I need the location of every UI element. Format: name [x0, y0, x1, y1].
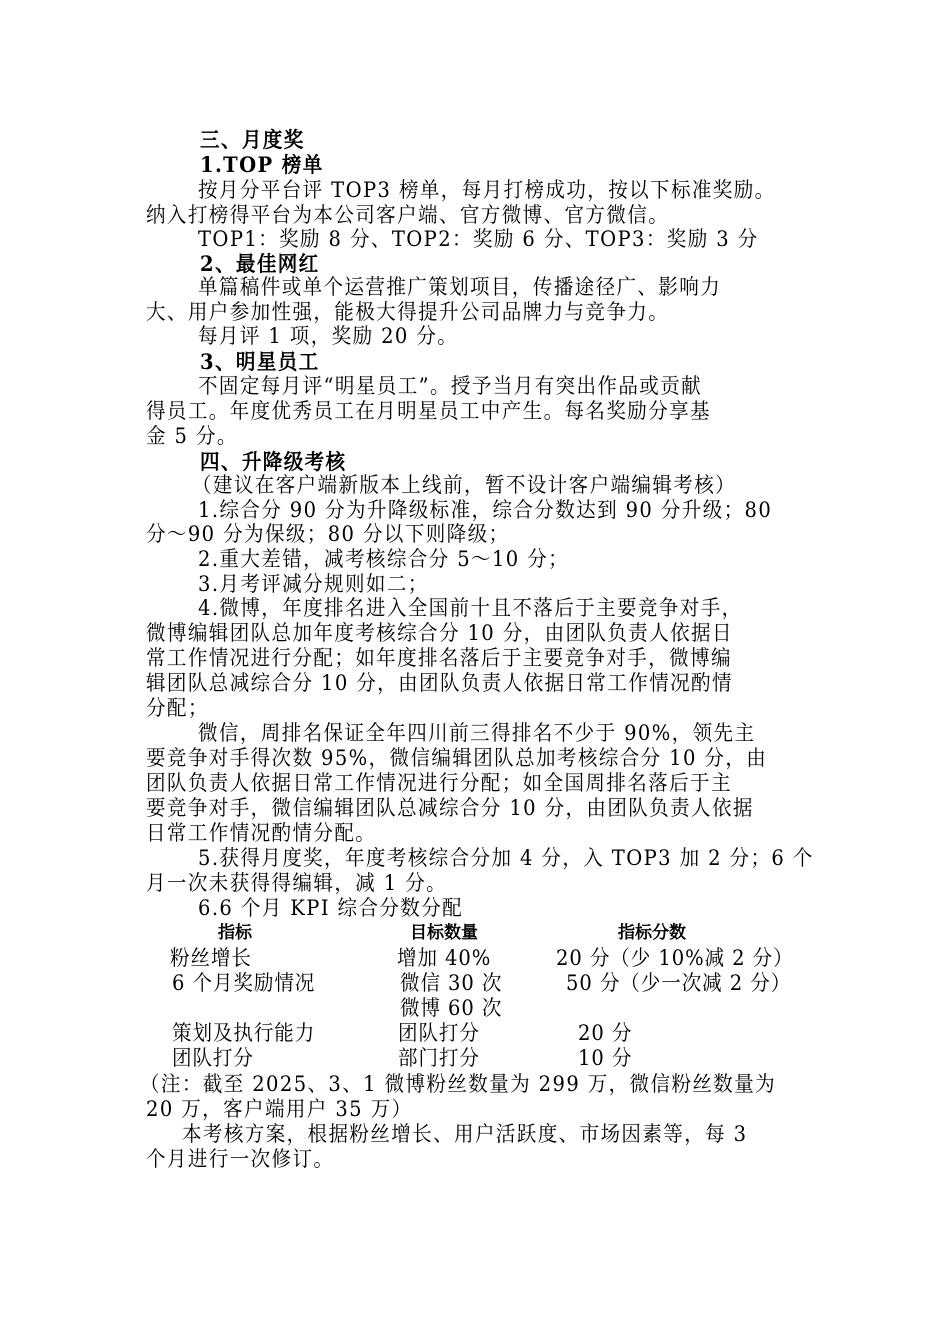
paragraph-line: 纳入打榜得平台为本公司客户端、官方微博、官方微信。 — [146, 203, 670, 227]
paragraph-line: 大、用户参加性强，能极大得提升公司品牌力与竞争力。 — [146, 300, 670, 324]
paragraph-line: 微博编辑团队总加年度考核综合分 10 分，由团队负责人依据日 — [146, 621, 733, 645]
paragraph-line: 要竞争对手，微信编辑团队总减综合分 10 分，由团队负责人依据 — [146, 796, 754, 820]
paragraph-line: 分配； — [146, 696, 209, 720]
paragraph-line: 3.月考评减分规则如二； — [198, 572, 429, 596]
section-heading-promotion-assessment: 四、升降级考核 — [200, 449, 347, 474]
section-heading-monthly-award: 三、月度奖 — [200, 127, 305, 152]
paragraph-line: 个月进行一次修订。 — [146, 1147, 335, 1171]
paragraph-line: TOP1：奖励 8 分、TOP2：奖励 6 分、TOP3：奖励 3 分 — [198, 227, 759, 251]
paragraph-line: 常工作情况进行分配；如年度排名落后于主要竞争对手，微博编 — [146, 646, 732, 670]
table-cell: 微博 60 次 — [400, 996, 503, 1020]
table-cell: 50 分（少一次减 2 分） — [566, 971, 792, 995]
paragraph-line: 按月分平台评 TOP3 榜单，每月打榜成功，按以下标准奖励。 — [198, 178, 776, 202]
paragraph-line: 4.微博，年度排名进入全国前十且不落后于主要竞争对手， — [198, 596, 743, 620]
subheading-star-employee: 3、明星员工 — [200, 349, 320, 374]
paragraph-line: 金 5 分。 — [146, 424, 238, 448]
paragraph-line: 要竞争对手得次数 95%，微信编辑团队总加考核综合分 10 分，由 — [146, 746, 768, 770]
paragraph-line: 日常工作情况酌情分配。 — [146, 821, 377, 845]
table-cell: 团队打分 — [398, 1021, 480, 1045]
table-cell: 部门打分 — [398, 1046, 480, 1070]
paragraph-line: 辑团队总减综合分 10 分，由团队负责人依据日常工作情况酌情 — [146, 671, 733, 695]
table-cell: 策划及执行能力 — [172, 1021, 316, 1045]
table-header-target: 目标数量 — [410, 923, 478, 943]
paragraph-line: 得员工。年度优秀员工在月明星员工中产生。每名奖励分享基 — [146, 399, 711, 423]
table-cell: 20 分（少 10%减 2 分） — [556, 946, 794, 970]
paragraph-line: （建议在客户端新版本上线前，暂不设计客户端编辑考核） — [192, 473, 737, 497]
table-header-indicator: 指标 — [218, 923, 252, 943]
paragraph-line: 每月评 1 项，奖励 20 分。 — [198, 324, 459, 348]
paragraph-line: 分～90 分为保级；80 分以下则降级； — [146, 522, 510, 546]
subheading-best-influencer: 2、最佳网红 — [200, 251, 320, 276]
paragraph-line: 团队负责人依据日常工作情况进行分配；如全国周排名落后于主 — [146, 771, 732, 795]
table-cell: 微信 30 次 — [400, 971, 503, 995]
paragraph-line: 5.获得月度奖，年度考核综合分加 4 分，入 TOP3 加 2 分；6 个 — [198, 846, 814, 870]
table-cell: 粉丝增长 — [170, 946, 252, 970]
table-header-score: 指标分数 — [618, 923, 686, 943]
note-line: （注：截至 2025、3、1 微博粉丝数量为 299 万，微信粉丝数量为 — [140, 1072, 777, 1096]
note-line: 20 万，客户端用户 35 万） — [146, 1097, 413, 1121]
table-cell: 增加 40% — [397, 946, 492, 970]
table-cell: 20 分 — [578, 1021, 633, 1045]
table-cell: 6 个月奖励情况 — [172, 971, 316, 995]
paragraph-line: 1.综合分 90 分为升降级标准，综合分数达到 90 分升级；80 — [198, 498, 773, 522]
paragraph-line: 微信，周排名保证全年四川前三得排名不少于 90%，领先主 — [198, 721, 756, 745]
paragraph-line: 6.6 个月 KPI 综合分数分配 — [198, 896, 464, 920]
table-cell: 10 分 — [578, 1046, 633, 1070]
paragraph-line: 月一次未获得得编辑，减 1 分。 — [146, 871, 448, 895]
paragraph-line: 本考核方案，根据粉丝增长、用户活跃度、市场因素等，每 3 — [182, 1122, 748, 1146]
table-cell: 团队打分 — [172, 1046, 254, 1070]
subheading-top-list: 1.TOP 榜单 — [200, 152, 324, 177]
paragraph-line: 2.重大差错，减考核综合分 5～10 分； — [198, 547, 570, 571]
paragraph-line: 单篇稿件或单个运营推广策划项目，传播途径广、影响力 — [198, 275, 722, 299]
paragraph-line: 不固定每月评“明星员工”。授予当月有突出作品或贡献 — [198, 374, 703, 398]
